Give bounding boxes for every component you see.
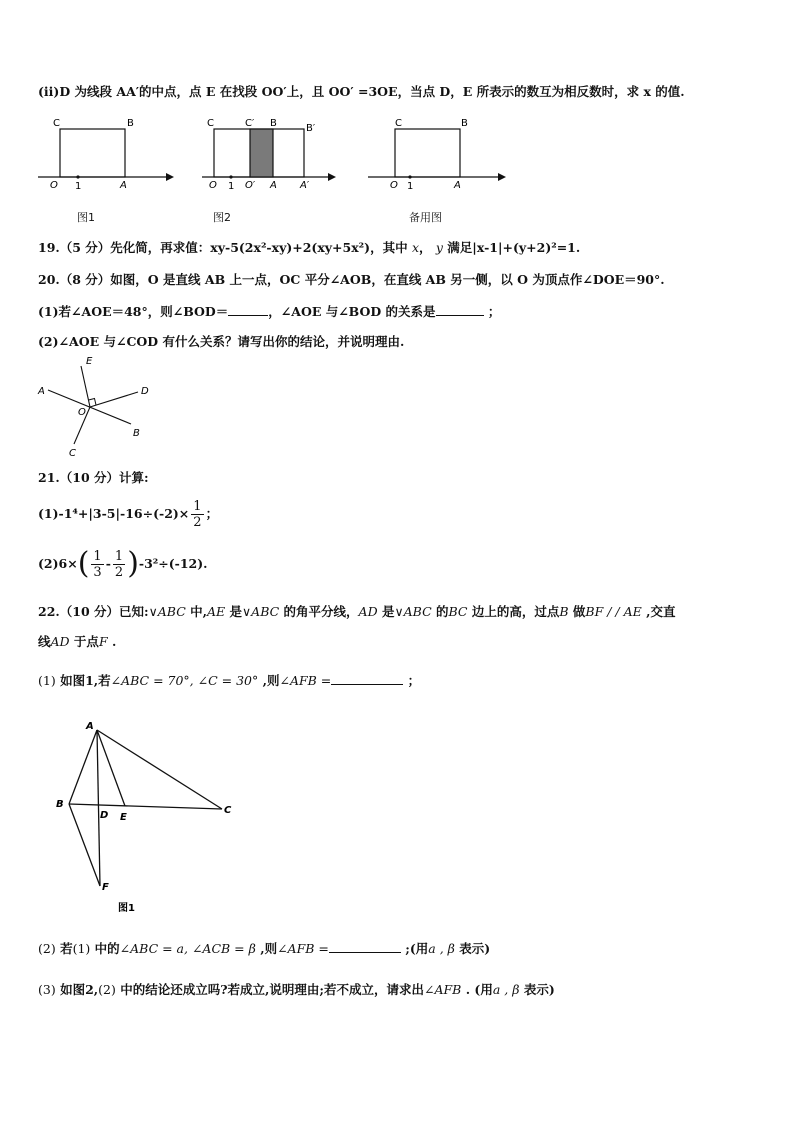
svg-text:C: C [207, 118, 214, 129]
parallel-bf-ae: BF / / AE [585, 604, 642, 619]
svg-text:B: B [133, 428, 140, 439]
fraction: $\frac{1}{2}$ [114, 548, 124, 580]
math-expr: ∠ABC = a, ∠ACB = β [119, 941, 256, 956]
svg-text:A: A [454, 180, 461, 191]
q19-var-x: x [411, 240, 419, 255]
part-number: (2) [98, 982, 116, 997]
right-paren: ) [127, 546, 139, 581]
q19-text-a: 19.（5 分）先化简，再求值：xy-5(2x²-xy)+2(xy+5x²)，其中 [38, 240, 408, 255]
math-expr: ∠ABC = 70°, ∠C = 30° [110, 673, 259, 688]
svg-text:C′: C′ [245, 118, 255, 129]
svg-text:B: B [56, 799, 64, 810]
svg-text:B: B [270, 118, 277, 129]
svg-text:O: O [50, 180, 58, 191]
svg-text:O: O [209, 180, 217, 191]
part-number: (1) [72, 941, 91, 956]
math-expr: a , β [492, 982, 520, 997]
svg-text:O: O [78, 407, 86, 418]
svg-text:B: B [127, 118, 134, 129]
svg-text:O′: O′ [245, 180, 256, 191]
svg-text:C: C [395, 118, 402, 129]
svg-text:图1: 图1 [118, 903, 135, 914]
q22-figure-1 [52, 716, 242, 916]
q21-part1-end: ； [205, 506, 219, 521]
math-expr: ∠AFB = [279, 673, 332, 688]
q19-var-y: y [435, 240, 443, 255]
answer-blank[interactable] [329, 940, 401, 953]
fraction: $\frac{1}{2}$ [193, 498, 202, 530]
q21-part2 [38, 546, 208, 582]
answer-blank[interactable] [436, 303, 484, 316]
q18-figure-2 [200, 112, 340, 222]
q20-part1-a: (1)若∠AOE＝48°，则∠BOD＝ [38, 304, 229, 319]
q18-figure-2-caption: 图2 [213, 211, 231, 224]
q22-part2: (2) 若(1) 中的∠ABC = a, ∠ACB = β ,则∠AFB = ;(用a , β 表示) [38, 941, 491, 956]
q19-sep: ， [419, 240, 432, 255]
q19-text [38, 240, 580, 256]
q18-figure-1 [30, 112, 180, 222]
svg-text:C: C [69, 448, 76, 459]
triangle-abc: ∨ABC [148, 604, 186, 619]
left-paren: ( [77, 546, 90, 581]
svg-text:O: O [390, 180, 398, 191]
svg-text:E: E [86, 356, 93, 367]
point-f: F [98, 634, 108, 649]
svg-text:D: D [100, 810, 109, 821]
math-expr: ∠AFB = [277, 941, 329, 956]
q18-figure-3 [362, 112, 512, 222]
q18-figure-1-caption: 图1 [77, 211, 95, 224]
q22-part3: (3) 如图2,(2) 中的结论还成立吗?若成立,说明理由;若不成立，请求出∠AFB . (用a , β 表示) [38, 982, 555, 997]
q20-figure [34, 352, 164, 462]
segment-ae: AE [207, 604, 226, 619]
q21-part2-a: (2)6× [38, 556, 78, 571]
q22-line2: 线AD 于点F . [38, 634, 117, 649]
q18-sub2-text: (ⅱ)D 为线段 AA′的中点，点 E 在找段 OO′上，且 OO′ =3OE，当点 D，E 所表示的数互为相反数时，求 x 的值. [38, 84, 685, 99]
q20-part2: (2)∠AOE 与∠COD 有什么关系？请写出你的结论，并说明理由. [38, 334, 405, 349]
svg-text:A: A [120, 180, 127, 191]
svg-text:1: 1 [75, 181, 82, 192]
q21-part2-end: -3²÷(-12). [138, 556, 208, 571]
q22-line1: 22.（10 分）已知:∨ABC 中,AE 是∨ABC 的角平分线，AD 是∨ABC 的BC 边上的高，过点B 做BF / / AE ,交直 [38, 604, 676, 619]
svg-text:C: C [53, 118, 60, 129]
svg-text:1: 1 [407, 181, 414, 192]
q18-figure-3-caption: 备用图 [409, 211, 442, 224]
q19-text-b: 满足|x-1|+(y+2)²=1. [442, 240, 581, 255]
svg-text:D: D [141, 386, 149, 397]
svg-text:A: A [38, 386, 45, 397]
svg-text:F: F [102, 882, 109, 893]
svg-text:C: C [224, 805, 232, 816]
q20-part1 [38, 303, 500, 320]
segment-ad: AD [50, 634, 70, 649]
svg-text:A′: A′ [300, 180, 310, 191]
svg-text:1: 1 [228, 181, 235, 192]
q21-part1-expr: (1)-1⁴+|3-5|-16÷(-2)× [38, 506, 190, 521]
svg-text:E: E [120, 812, 127, 823]
q21-part2-mid: - [105, 556, 111, 571]
q20-part1-c: ； [483, 304, 501, 319]
math-expr: a , β [428, 941, 455, 956]
q21-part1 [38, 496, 218, 532]
math-expr: ∠AFB [424, 982, 462, 997]
svg-text:B: B [461, 118, 468, 129]
answer-blank[interactable] [228, 303, 268, 316]
part-number: (3) [38, 982, 56, 997]
q22-part1: (1) 如图1,若∠ABC = 70°, ∠C = 30° ,则∠AFB = ； [38, 673, 421, 688]
q20-part1-b: ，∠AOE 与∠BOD 的关系是 [268, 304, 436, 319]
part-number: (1) [38, 673, 56, 688]
fraction: $\frac{1}{3}$ [93, 548, 102, 580]
point-b: B [559, 604, 569, 619]
svg-text:B′: B′ [306, 123, 316, 134]
svg-text:A: A [86, 721, 94, 732]
triangle-abc: ∨ABC [394, 604, 432, 619]
svg-text:A: A [270, 180, 277, 191]
segment-ad: AD [358, 604, 378, 619]
triangle-abc: ∨ABC [242, 604, 280, 619]
segment-bc: BC [448, 604, 468, 619]
answer-blank[interactable] [331, 672, 403, 685]
q20-stem: 20.（8 分）如图，O 是直线 AB 上一点，OC 平分∠AOB，在直线 AB 另一侧，以 O 为顶点作∠DOE＝90°. [38, 272, 665, 287]
part-number: (2) [38, 941, 56, 956]
q21-stem: 21.（10 分）计算: [38, 470, 149, 485]
